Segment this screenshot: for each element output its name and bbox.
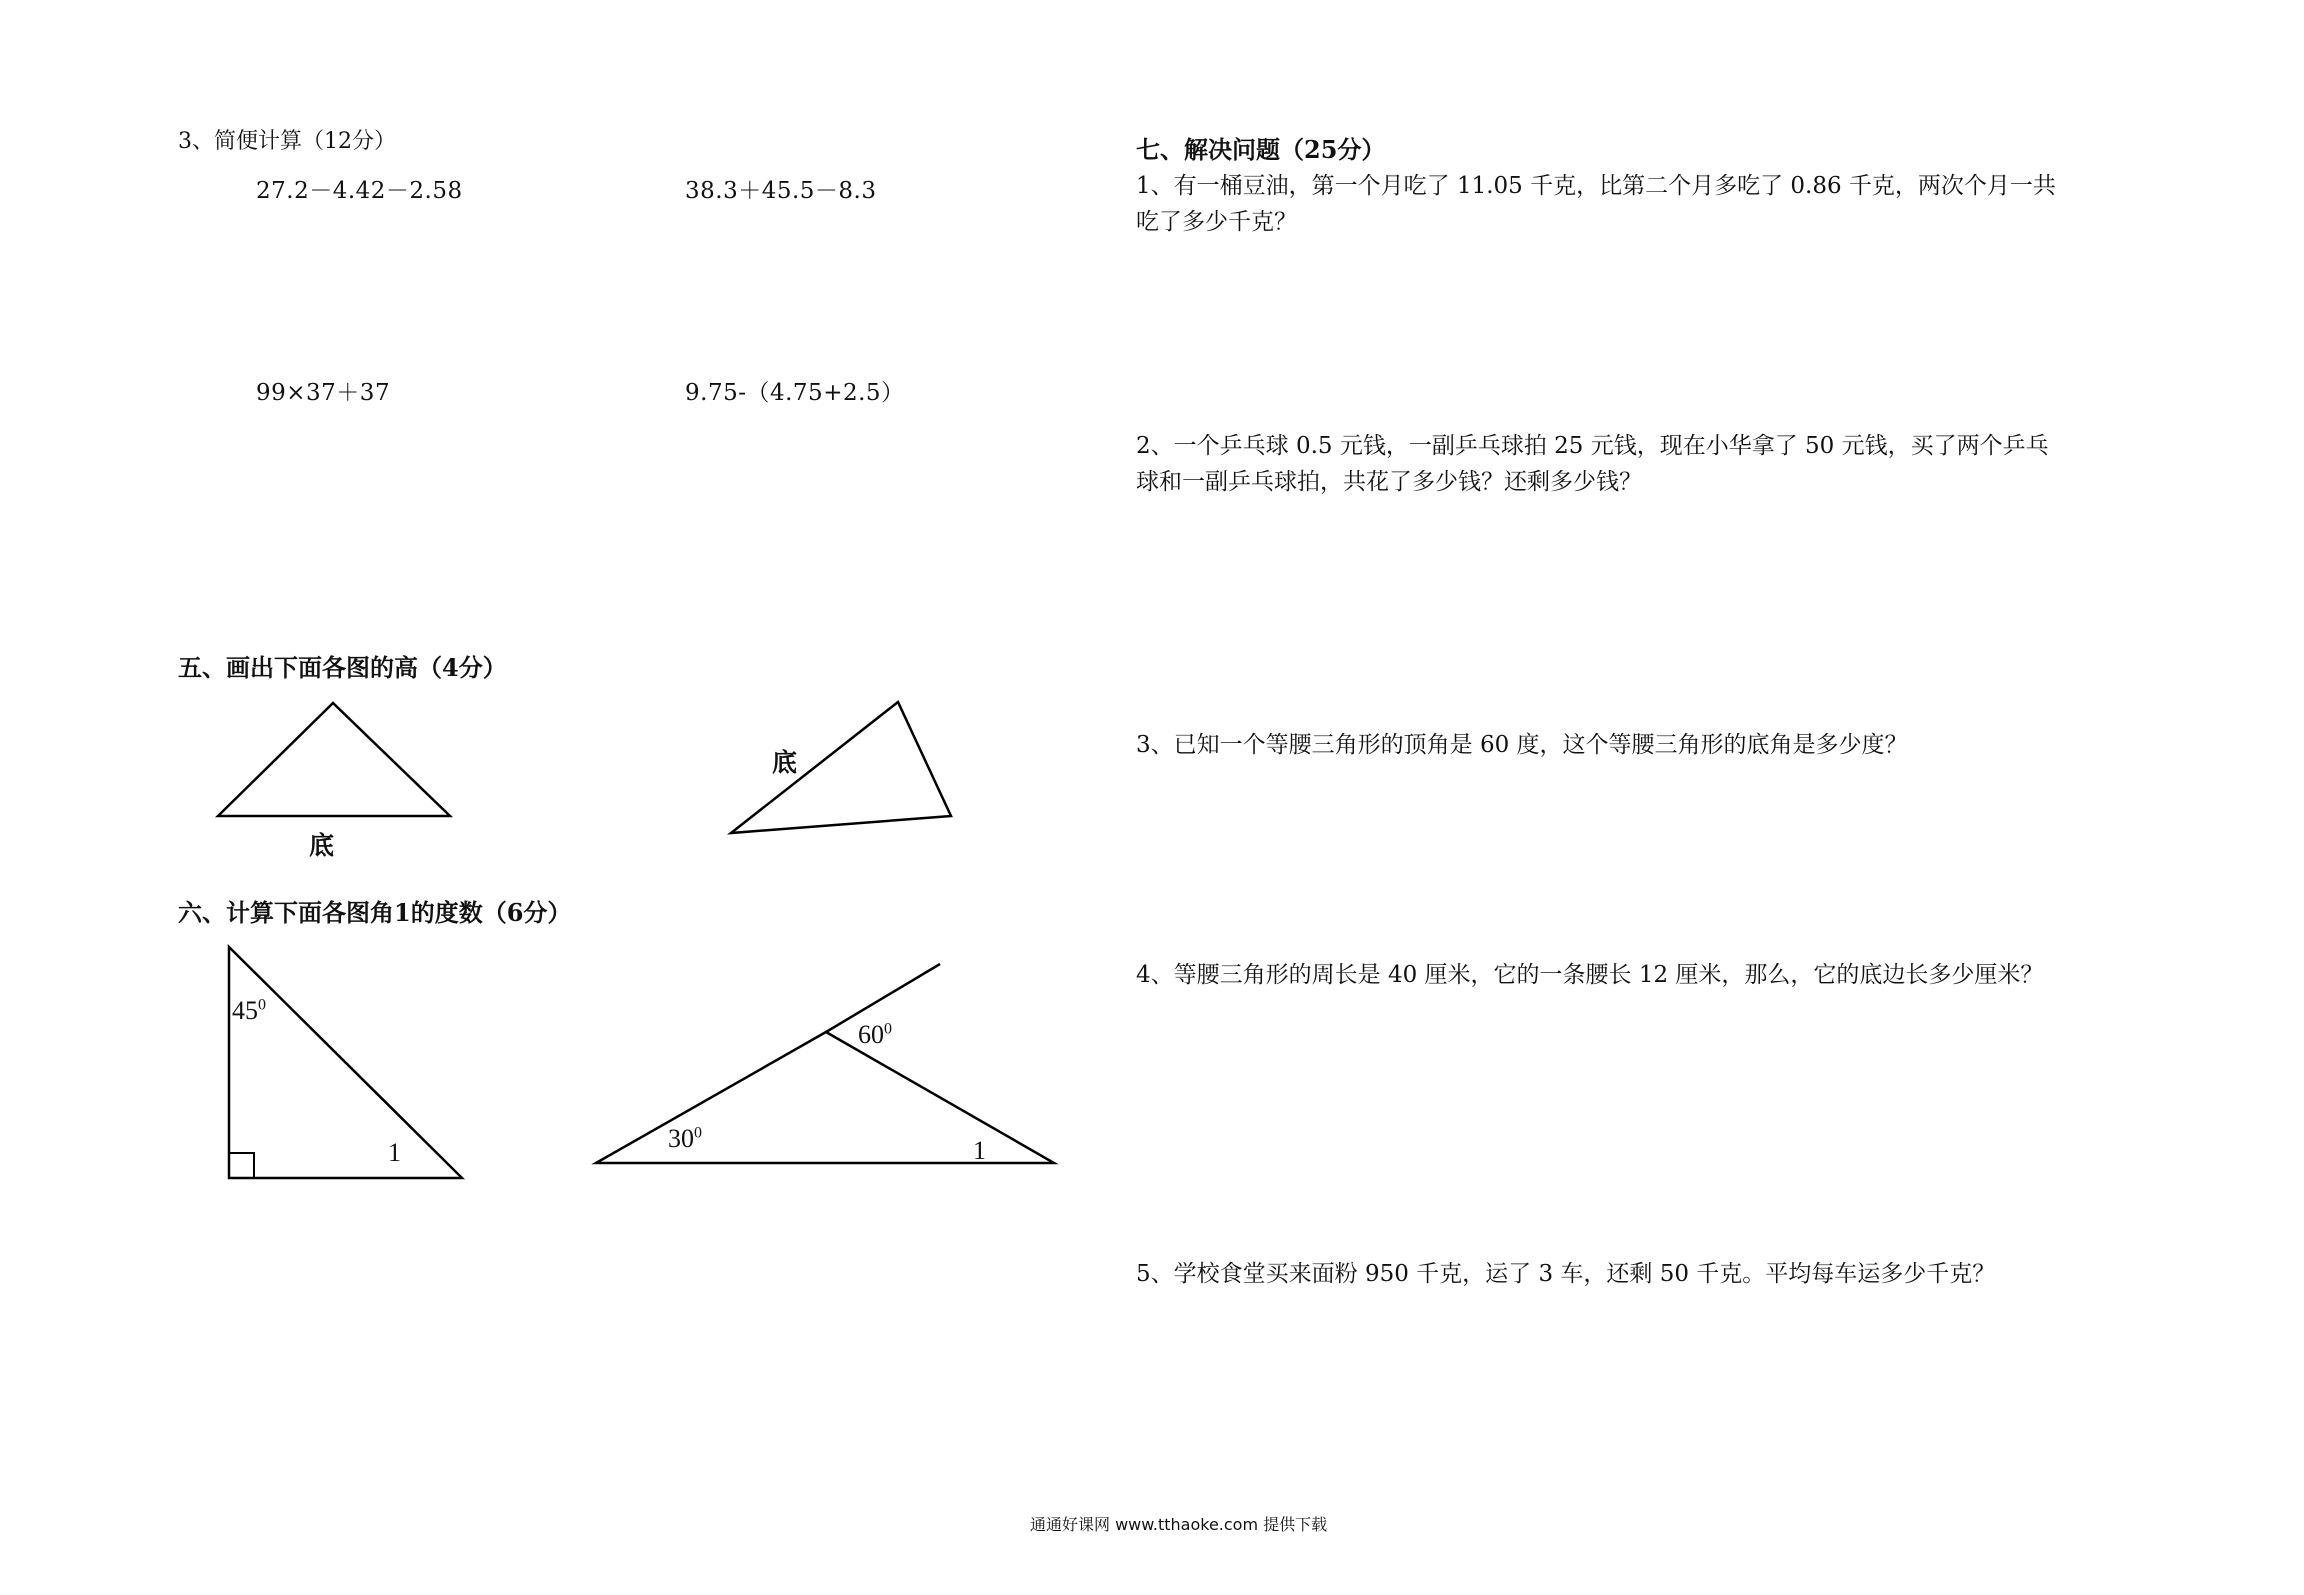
expression-2: 38.3＋45.5－8.3 xyxy=(685,178,877,204)
right-angle-mark xyxy=(229,1153,254,1178)
angle-30-label: $30^0$ xyxy=(668,1124,702,1153)
angle-1-label-a: 1 xyxy=(388,1138,401,1167)
right-triangle xyxy=(229,947,462,1178)
section-7-title: 七、解决问题（25分） xyxy=(1136,135,1386,164)
angle-60-label: $60^0$ xyxy=(858,1020,892,1049)
angle-45-label: $45^0$ xyxy=(232,996,266,1025)
base-label-a: 底 xyxy=(309,831,335,860)
section-3-title: 3、简便计算（12分） xyxy=(178,129,396,154)
question-4: 4、等腰三角形的周长是 40 厘米，它的一条腰长 12 厘米，那么，它的底边长多少厘米？ xyxy=(1136,962,2044,988)
triangle-5a xyxy=(218,703,450,816)
base-label-b: 底 xyxy=(772,748,798,777)
section-6-title: 六、计算下面各图角1的度数（6分） xyxy=(178,898,572,927)
expression-1: 27.2－4.42－2.58 xyxy=(256,178,463,204)
expression-4: 9.75-（4.75+2.5） xyxy=(685,380,905,406)
question-3: 3、已知一个等腰三角形的顶角是 60 度，这个等腰三角形的底角是多少度？ xyxy=(1136,732,1908,758)
question-5: 5、学校食堂买来面粉 950 千克，运了 3 车，还剩 50 千克。平均每车运多少千克？ xyxy=(1136,1261,1996,1287)
section-5-title: 五、画出下面各图的高（4分） xyxy=(178,653,507,682)
footer-source: 通通好课网 www.tthaoke.com 提供下载 xyxy=(1030,1515,1328,1534)
question-2: 2、一个乒乓球 0.5 元钱，一副乒乓球拍 25 元钱，现在小华拿了 50 元钱，买了两个乒乓球和一副乒乓球拍，共花了多少钱？还剩多少钱？ xyxy=(1136,433,2049,495)
angle-1-label-b: 1 xyxy=(973,1136,986,1165)
question-1: 1、有一桶豆油，第一个月吃了 11.05 千克，比第二个月多吃了 0.86 千克，两次个月一共吃了多少千克？ xyxy=(1136,173,2056,235)
expression-3: 99×37＋37 xyxy=(256,380,391,406)
triangle-5b xyxy=(731,702,951,833)
